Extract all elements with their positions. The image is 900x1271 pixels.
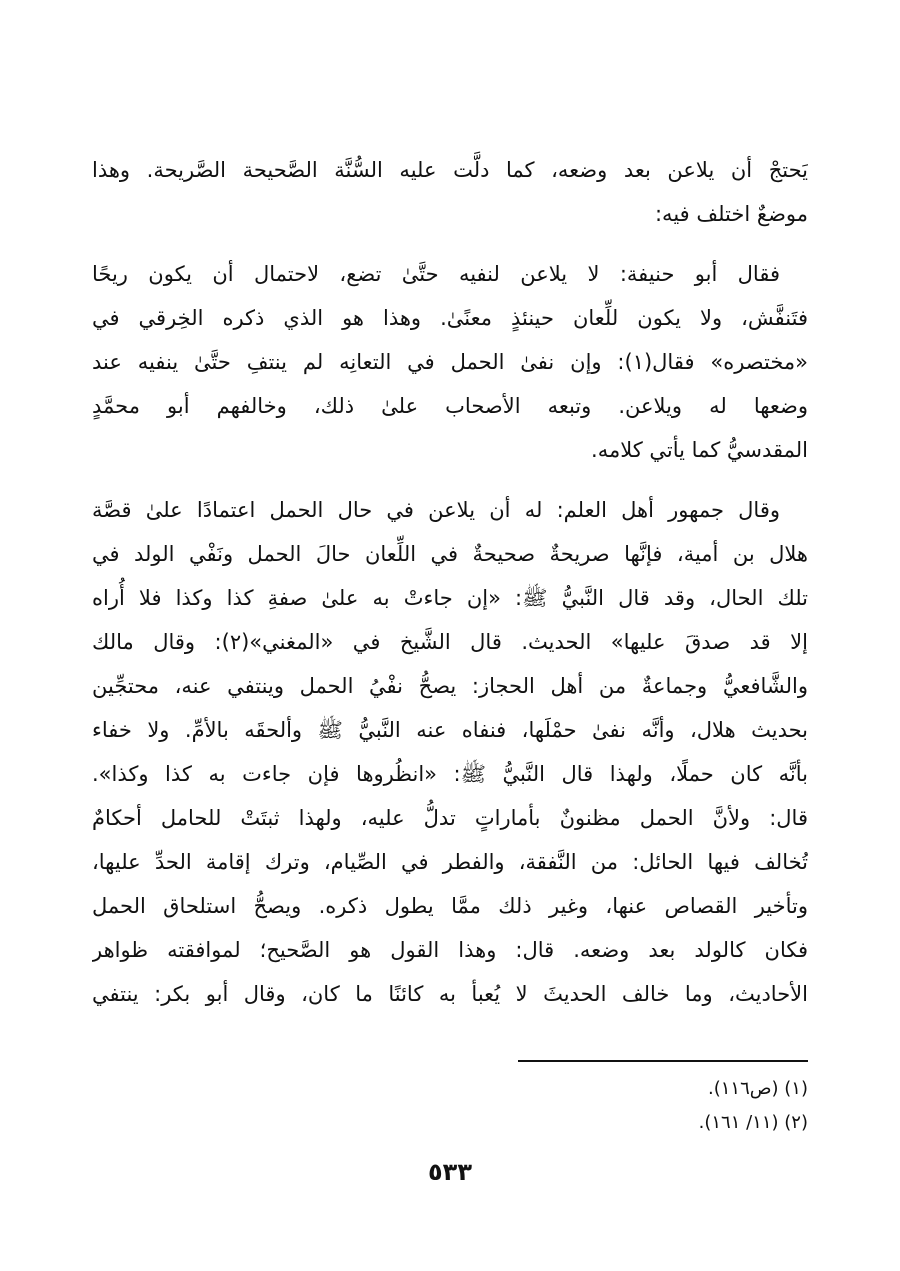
- text-line: وقال جمهور أهل العلم: له أن يلاعن في حال الحمل اعتمادًا علىٰ قصَّة: [92, 498, 780, 522]
- text-line: تُخالف فيها الحائل: من النَّفقة، والفطر في الصِّيام، وترك إقامة الحدِّ عليها،: [92, 850, 808, 874]
- text-line: تلك الحال، وقد قال النَّبيُّ ﷺ: «إن جاءتْ به علىٰ صفةِ كذا وكذا فلا أُراه: [92, 586, 808, 610]
- main-text: [92, 148, 808, 1032]
- footnotes: [92, 1072, 808, 1140]
- text-line: وتأخير القصاص عنها، وغير ذلك ممَّا يطول ذكره. ويصحُّ استلحاق الحمل: [92, 894, 808, 918]
- paragraph-2: [92, 252, 808, 472]
- text-line: موضعٌ اختلف فيه:: [654, 202, 808, 226]
- text-line: بأنَّه كان حملًا، ولهذا قال النَّبيُّ ﷺ: «انظُروها فإن جاءت به كذا وكذا».: [92, 762, 808, 786]
- text-line: فتَنفَّش، ولا يكون للِّعان حينئذٍ معنًىٰ. وهذا هو الذي ذكره الخِرقي في: [92, 306, 808, 330]
- text-line: فقال أبو حنيفة: لا يلاعن لنفيه حتَّىٰ تضع، لاحتمال أن يكون ريحًا: [92, 262, 780, 286]
- text-line: والشَّافعيُّ وجماعةٌ من أهل الحجاز: يصحُّ نفْيُ الحمل وينتفي عنه، محتجِّين: [92, 674, 808, 698]
- text-line: إلا قد صدقَ عليها» الحديث. قال الشَّيخ في «المغني»(٢): وقال مالك: [92, 630, 808, 654]
- text-line: الأحاديث، وما خالف الحديثَ لا يُعبأ به كائنًا ما كان، وقال أبو بكر: ينتفي: [92, 982, 808, 1006]
- text-line: المقدسيُّ كما يأتي كلامه.: [591, 438, 808, 462]
- footnote-1: (١) (ص١١٦).: [708, 1078, 808, 1099]
- footnote-2: (٢) (١١/ ١٦١).: [698, 1112, 808, 1133]
- text-line: وضعها له ويلاعن. وتبعه الأصحاب علىٰ ذلك، وخالفهم أبو محمَّدٍ: [92, 394, 808, 418]
- text-line: بحديث هلال، وأنَّه نفىٰ حمْلَها، فنفاه عنه النَّبيُّ ﷺ وألحقَه بالأمِّ. ولا خفاء: [92, 718, 808, 742]
- text-line: هلال بن أمية، فإنَّها صريحةٌ صحيحةٌ في اللِّعان حالَ الحمل ونَفْي الولد في: [92, 542, 808, 566]
- text-line: يَحتجْ أن يلاعن بعد وضعه، كما دلَّت عليه السُّنَّة الصَّحيحة الصَّريحة. وهذا: [92, 158, 808, 182]
- paragraph-3: [92, 488, 808, 1016]
- page-number: ٥٣٣: [428, 1158, 472, 1186]
- text-line: قال: ولأنَّ الحمل مظنونٌ بأماراتٍ تدلُّ عليه، ولهذا ثبتَتْ للحامل أحكامٌ: [92, 806, 808, 830]
- text-line: فكان كالولد بعد وضعه. قال: وهذا القول هو الصَّحيح؛ لموافقته ظواهر: [92, 938, 808, 962]
- footnote-divider: [518, 1060, 808, 1062]
- text-line: «مختصره» فقال(١): وإن نفىٰ الحمل في التعانِه لم ينتفِ حتَّىٰ ينفيه عند: [92, 350, 808, 374]
- paragraph-1: [92, 148, 808, 236]
